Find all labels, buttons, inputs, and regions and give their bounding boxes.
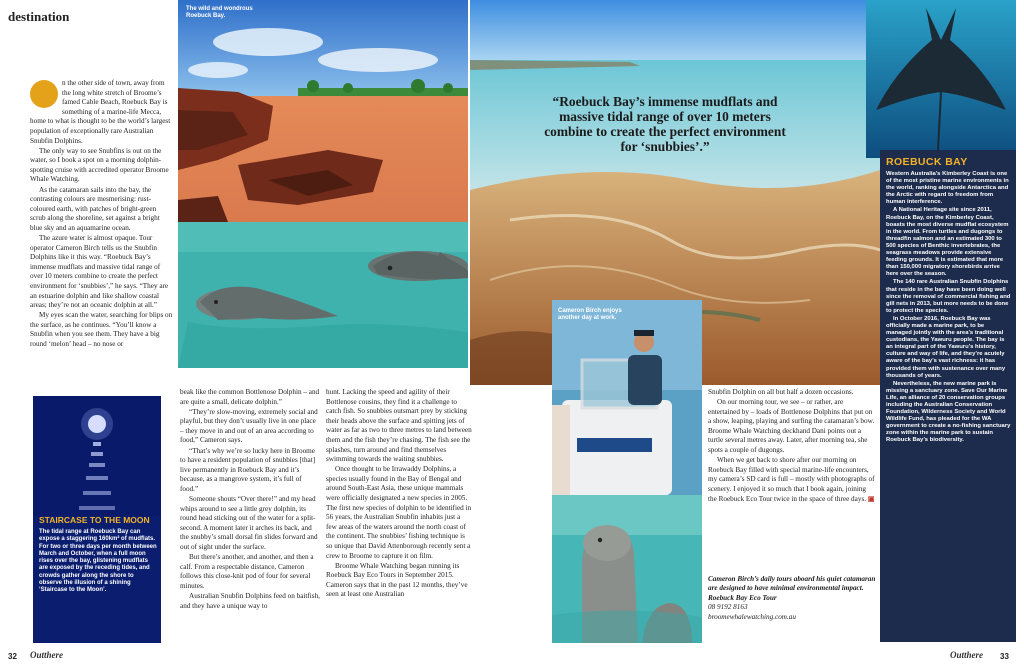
paragraph: My eyes scan the water, searching for blips on the surface, as he continues. “You’ll know a Snubfin when you see them. They have a big round ‘melon’ head – no nose or — [30, 311, 173, 349]
sidebar-paragraph: The 140 rare Australian Snubfin Dolphins that reside in the bay have been doing well since the removal of commercial fishing and gill nets in 2013, but more needs to be done to protect the species. — [886, 279, 1011, 314]
photo-caption: Cameron Birch enjoys another day at work. — [558, 308, 622, 321]
coastline-photo — [178, 0, 468, 222]
section-label: destination — [8, 9, 70, 24]
article-column-1 — [30, 79, 173, 397]
paragraph: On our morning tour, we see – or rather, are entertained by – loads of Bottlenose Dolphins that put on a show, leaping, playing and surfing the catamaran’s bow. Broome Whale Watching deckhand Dani points out a turtle several metres away. Later, after morning tea, she spots a couple of dugongs. — [708, 398, 875, 455]
paragraph: Someone shouts “Over there!” and my head whips around to see a little grey dolphin, its round head sticking out of the water for a split-second. A moment later it arches its back, and the snubby’s small dorsal fin slides forward and out of sight under the surface. — [180, 495, 318, 551]
pull-quote: “Roebuck Bay’s immense mudflats and massive tidal range of over 10 meters combine to create the perfect environment for ‘snubbies’.” — [544, 94, 786, 154]
sidebar-paragraph: In October 2016, Roebuck Bay was officially made a marine park, to be managed jointly with the area’s traditional custodians, the Yawuru people. The bay is an integral part of the Yawuru’s history, culture and way of life, and they’re acutely aware of the bay’s vast richness: it has provided them with sustenance over many thousands of years. — [886, 315, 1006, 379]
paragraph: Snubfin Dolphin on all but half a dozen occasions. — [708, 388, 854, 396]
page-number-right: 33 — [1000, 652, 1009, 661]
sidebar-paragraph: Nevertheless, the new marine park is missing a sanctuary zone. Save Our Marine Life, an alliance of 20 conservation groups including the Australian Conservation Foundation, Wilderness Society and World Wildlife Fund, has pleaded for the WA government to create a no-fishing sanctuary zone within the marine park to sustain Roebuck Bay’s biodiversity. — [886, 380, 1011, 444]
article-column-4 — [708, 388, 876, 574]
sidebar-paragraph: Western Australia’s Kimberley Coast is one of the most pristine marine environments in the world, ranking alongside Antarctica and the Arctic with regard to freedom from human interference. — [886, 171, 1009, 206]
paragraph: “That’s why we’re so lucky here in Broome to have a resident population of snubbies [that] live permanently in Roebuck Bay and it’s because, as a mangrove system, it’s full of food.” — [180, 446, 316, 493]
coastline-illustration — [178, 0, 468, 222]
dolphin-icon — [178, 222, 468, 368]
paragraph: But there’s another, and another, and then a calf. From a respectable distance, Cameron follows this close-knit pod of four for several minutes. — [180, 553, 314, 590]
dolphins-photo — [178, 222, 468, 368]
snubfin-closeup-photo — [552, 495, 702, 643]
roebuck-bay-sidebar — [880, 150, 1016, 642]
paragraph: The azure water is almost opaque. Tour operator Cameron Birch tells us the Snubfin Dolphins like it this way. “Roebuck Bay’s immense mudflats and massive tidal range of over 10 meters combine to create the perfect environment for ‘snubbies’,” he says. “They are an estuarine dolphin and like shallow coastal areas; they’re not an oceanic dolphin at all.” — [30, 234, 169, 310]
paragraph: The only way to see Snubfins is out on the water, so I book a spot on a morning dolphin-spotting cruise with accredited operator Broome Whale Watching. — [30, 146, 169, 184]
manta-ray-photo — [866, 0, 1016, 158]
paragraph: beak like the common Bottlenose Dolphin – and are quite a small, delicate dolphin.” — [180, 388, 320, 406]
photo-caption: The wild and wondrous Roebuck Bay. — [186, 6, 253, 19]
dolphin-icon — [552, 495, 702, 643]
sidebar-title: ROEBUCK BAY — [886, 156, 968, 168]
paragraph: hunt. Lacking the speed and agility of their Bottlenose cousins, they find it a challenge to catch fish. So snubbies outsmart prey by sticking their heads above the surface and spitting jets of water as far as two to three metres to land between them and the fish they’re chasing. The fish see the splashes, turn around and find themselves swimming towards the waiting snubbies. — [326, 388, 472, 464]
paragraph: Broome Whale Watching began running its Roebuck Bay Eco Tours in September 2015. Cameron says that in the past 12 months, they’ve seen at least one Australian — [326, 561, 468, 599]
article-column-3 — [326, 388, 472, 643]
tour-contact-info — [708, 575, 876, 622]
boat-captain-illustration — [552, 300, 702, 495]
page-number-left: 32 — [8, 652, 17, 661]
manta-ray-icon — [866, 0, 1016, 158]
paragraph: Once thought to be Irrawaddy Dolphins, a species usually found in the Bay of Bengal and around South-East Asia, these unique mammals were officially designated a new species in 2005. The first new species of dolphin to be identified in 56 years, the Australian Snubfin inhabits just a few areas of the waters around the north coast of the continent. The snubbies’ fishing technique is so unique that David Attenborough recently sent a crew to Broome to capture it on film. — [326, 465, 472, 560]
moon-icon — [33, 396, 161, 516]
brand-logo-right: Outthere — [950, 650, 984, 660]
contact-tour-name: Roebuck Bay Eco Tour — [708, 593, 777, 602]
contact-phone: 08 9192 8163 — [708, 603, 748, 612]
paragraph: n the other side of town, away from the long white stretch of Broome’s famed Cable Beach, Roebuck Bay is something of a marine-life Mecca, home to what is thought to be the world’s largest population of exceptionally rare Australian Snubfin Dolphins. — [30, 79, 171, 145]
staircase-title: STAIRCASE TO THE MOON — [39, 515, 150, 525]
paragraph: “They’re slow-moving, extremely social and playful, but they don’t usually live in one place – they move in and out of an area according to food,” Cameron says. — [180, 407, 318, 445]
drop-cap-o — [30, 80, 58, 108]
staircase-body: The tidal range at Roebuck Bay can expose a staggering 160km² of mudflats. For two or three days per month between March and October, when a full moon rises over the bay, glistening mudflats are exposed by the receding tides, and crowds gather along the shore to observe the illusion of a shining ‘Staircase to the Moon’. — [39, 529, 157, 594]
staircase-box — [33, 396, 161, 643]
paragraph: When we get back to shore after our morning on Roebuck Bay filled with special marine-life encounters, my camera’s SD card is full – mostly with photographs of scenery. I enjoyed it so much that I book again, joining the Roebuck Eco Tour twice in the space of three days. ▣ — [708, 456, 875, 503]
cameron-birch-photo — [552, 300, 702, 495]
sidebar-paragraph: A National Heritage site since 2011, Roebuck Bay, on the Kimberley Coast, boasts the most diverse mudflat ecosystem in the world. From turtles and dugongs to threadfin salmon and an estimated 300 to 500 species of Benthic invertebrates, the seagrass meadows provide extensive feeding grounds. It is estimated that more than 150,000 migratory shorebirds arrive here over the season. — [886, 207, 1009, 278]
contact-blurb: Cameron Birch’s daily tours aboard his quiet catamaran are designed to have minimal environmental impact. — [708, 575, 876, 593]
brand-logo-left: Outthere — [30, 650, 64, 660]
contact-website: broomewhalewatching.com.au — [708, 612, 796, 621]
paragraph: As the catamaran sails into the bay, the contrasting colours are mesmerising: rust-coloured earth, with patches of bright-green scrub along the shoreline, set against a bright blue sky and an aquamarine ocean. — [30, 185, 160, 232]
article-column-2 — [180, 388, 320, 643]
paragraph: Australian Snubfin Dolphins feed on baitfish, and they have a unique way to — [180, 591, 320, 610]
end-mark-icon: ▣ — [867, 494, 875, 503]
